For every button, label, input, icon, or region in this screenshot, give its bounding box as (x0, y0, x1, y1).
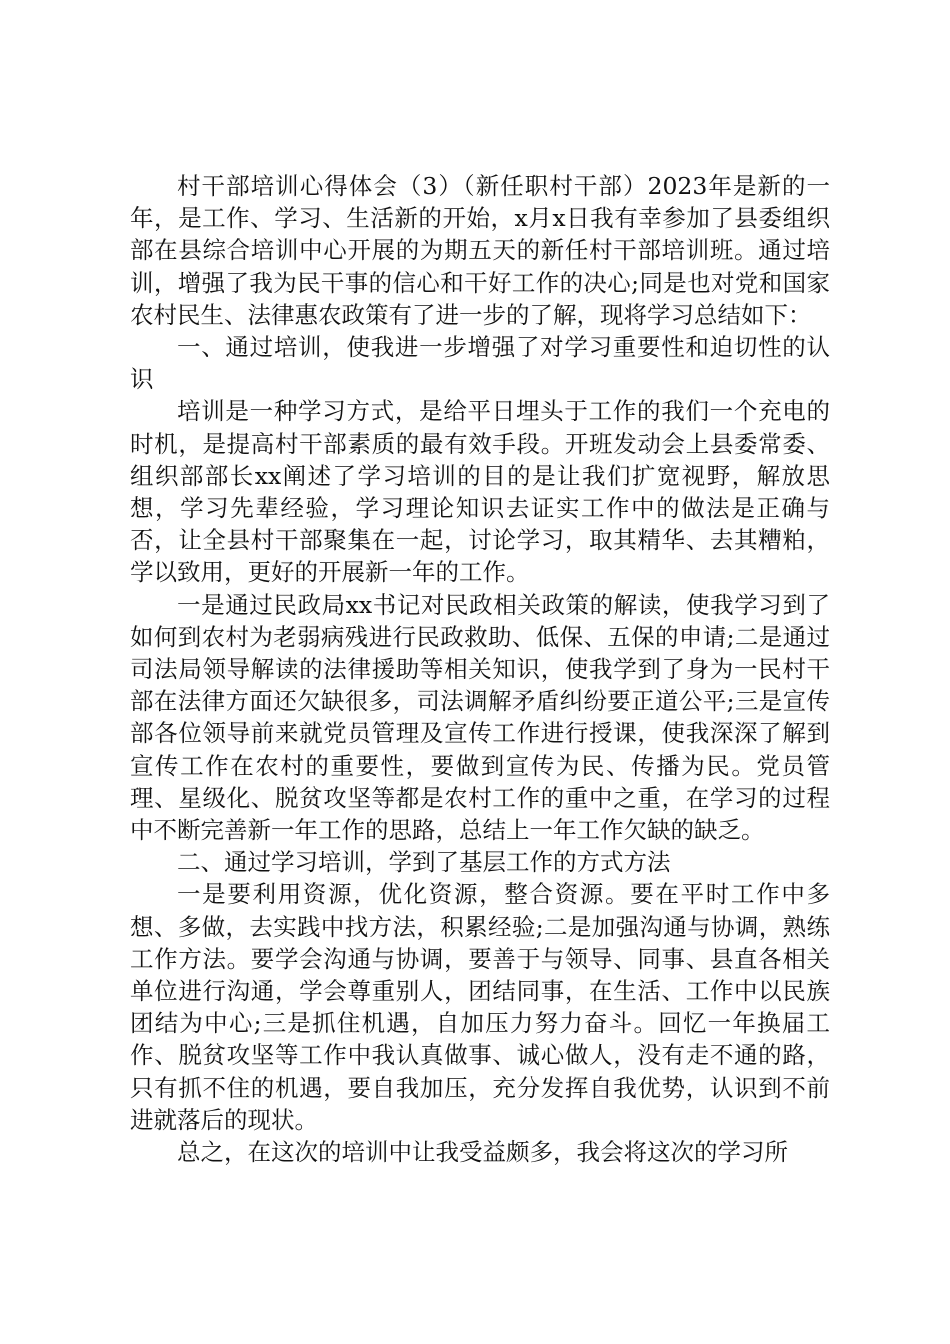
section-heading-2: 二、通过学习培训，学到了基层工作的方式方法 (177, 848, 671, 877)
paragraph-conclusion: 总之，在这次的培训中让我受益颇多，我会将这次的学习所 (177, 1138, 788, 1167)
document-body (130, 170, 830, 1168)
section-heading-1: 一、通过培训，使我进一步增强了对学习重要性和迫切性的认识 (130, 333, 830, 394)
paragraph-work-methods: 一是要利用资源，优化资源，整合资源。要在平时工作中多想、多做，去实践中找方法，积累经验;二是加强沟通与协调，熟练工作方法。要学会沟通与协调，要善于与领导、同事、县直各相关单位进行沟通，学会尊重别人，团结同事，在生活、工作中以民族团结为中心;三是抓住机遇，自加压力努力奋斗。回忆一年换届工作、脱贫攻坚等工作中我认真做事、诚心做人，没有走不通的路，只有抓不住的机遇，要自我加压，充分发挥自我优势，认识到不前进就落后的现状。 (130, 880, 830, 1134)
paragraph-policy-learning: 一是通过民政局xx书记对民政相关政策的解读，使我学习到了如何到农村为老弱病残进行民政救助、低保、五保的申请;二是通过司法局领导解读的法律援助等相关知识，使我学到了身为一民村干部在法律方面还欠缺很多，司法调解矛盾纠纷要正道公平;三是宣传部各位领导前来就党员管理及宣传工作进行授课，使我深深了解到宣传工作在农村的重要性，要做到宣传为民、传播为民。党员管理、星级化、脱贫攻坚等都是农村工作的重中之重，在学习的过程中不断完善新一年工作的思路，总结上一年工作欠缺的缺乏。 (130, 590, 830, 845)
paragraph-intro: 村干部培训心得体会（3）（新任职村干部）2023年是新的一年，是工作、学习、生活新的开始，x月x日我有幸参加了县委组织部在县综合培训中心开展的为期五天的新任村干部培训班。通过培训，增强了我为民干事的信心和干好工作的决心;同是也对党和国家农村民生、法律惠农政策有了进一步的了解，现将学习总结如下： (130, 172, 830, 329)
paragraph-training-purpose: 培训是一种学习方式，是给平日埋头于工作的我们一个充电的时机，是提高村干部素质的最有效手段。开班发动会上县委常委、组织部部长xx阐述了学习培训的目的是让我们扩宽视野，解放思想，学习先辈经验，学习理论知识去证实工作中的做法是正确与否，让全县村干部聚集在一起，讨论学习，取其精华、去其糟粕，学以致用，更好的开展新一年的工作。 (130, 397, 830, 587)
